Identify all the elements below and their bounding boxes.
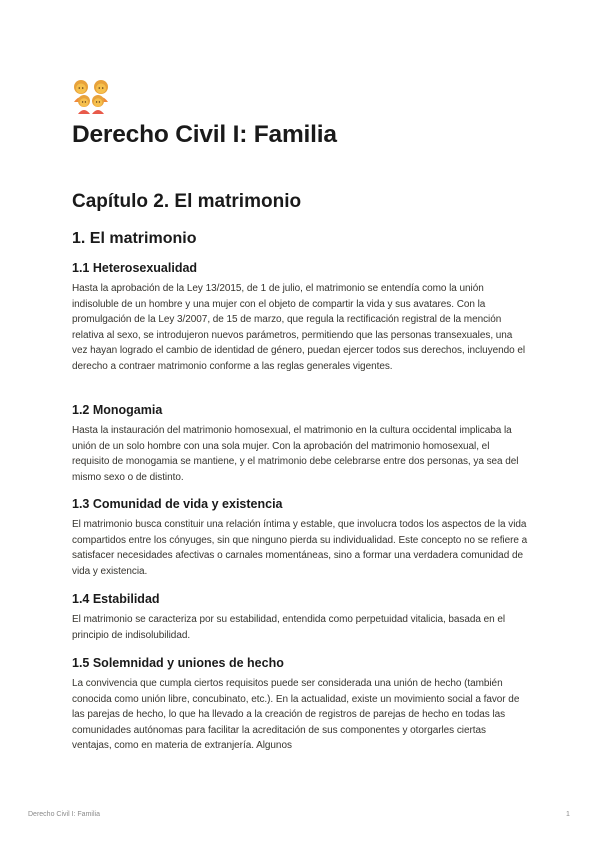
subsection-comunidad <box>72 495 528 579</box>
subsection-text: Hasta la instauración del matrimonio homosexual, el matrimonio en la cultura occidental implicaba la unión de un solo hombre con una sola mujer. Con la aprobación del matrimonio homosexual, el requisito de monogamia se mantiene, y el matrimonio debe celebrarse entre dos personas, ya sea del mismo sexo o de distinto. <box>72 425 519 483</box>
subsection-text: La convivencia que cumpla ciertos requisitos puede ser considerada una unión de hecho (también conocida como unión libre, concubinato, etc.). En la actualidad, existe un movimiento social a favor de las parejas de hecho, lo que ha llevado a la creación de registros de parejas de hecho en todas las comunidades autónomas para facilitar la acreditación de sus componentes y otorgarles ciertas ventajas, como en materia de extranjería. Algunos <box>72 678 520 752</box>
footer-page-number: 1 <box>566 811 570 818</box>
subsection-heading: 1.1 Heterosexualidad <box>72 261 198 275</box>
page-title: Derecho Civil I: Familia <box>72 121 337 148</box>
subsection-text: Hasta la aprobación de la Ley 13/2015, de 1 de julio, el matrimonio se entendía como la unión indisoluble de un hombre y una mujer con el objeto de compartir la vida y sus avatares. Con la promulgación de la Ley 3/2007, de 15 de marzo, que regula la rectificación registral de la mención relativa al sexo, se introdujeron nuevos parámetros, permitiendo que las personas transexuales, una vez hayan logrado el cambio de identidad de género, puedan ejercer todos sus derechos, incluyendo el derecho a contraer matrimonio conforme a las reglas generales vigentes. <box>72 283 526 372</box>
subsection-text: El matrimonio busca constituir una relación íntima y estable, que involucra todos los aspectos de la vida compartidos entre los cónyuges, sin que ninguno pierda su individualidad. Este concepto no se refiere a satisfacer necesidades afectivas o carnales momentáneas, sino a formar una verdadera comunidad de vida y existencia. <box>72 519 528 577</box>
subsection-heading: 1.3 Comunidad de vida y existencia <box>72 497 283 511</box>
footer-document-title: Derecho Civil I: Familia <box>28 811 100 818</box>
subsection-heading: 1.5 Solemnidad y uniones de hecho <box>72 656 284 670</box>
subsection-heterosexualidad <box>72 259 528 375</box>
section-heading: 1. El matrimonio <box>72 230 197 247</box>
subsection-monogamia <box>72 401 528 485</box>
subsection-estabilidad <box>72 590 528 643</box>
subsection-text: El matrimonio se caracteriza por su estabilidad, entendida como perpetuidad vitalicia, basada en el principio de indisolubilidad. <box>72 614 506 641</box>
subsection-heading: 1.4 Estabilidad <box>72 592 160 606</box>
subsection-heading: 1.2 Monogamia <box>72 403 163 417</box>
chapter-heading: Capítulo 2. El matrimonio <box>72 191 302 212</box>
family-icon <box>72 78 110 114</box>
subsection-solemnidad <box>72 654 528 754</box>
